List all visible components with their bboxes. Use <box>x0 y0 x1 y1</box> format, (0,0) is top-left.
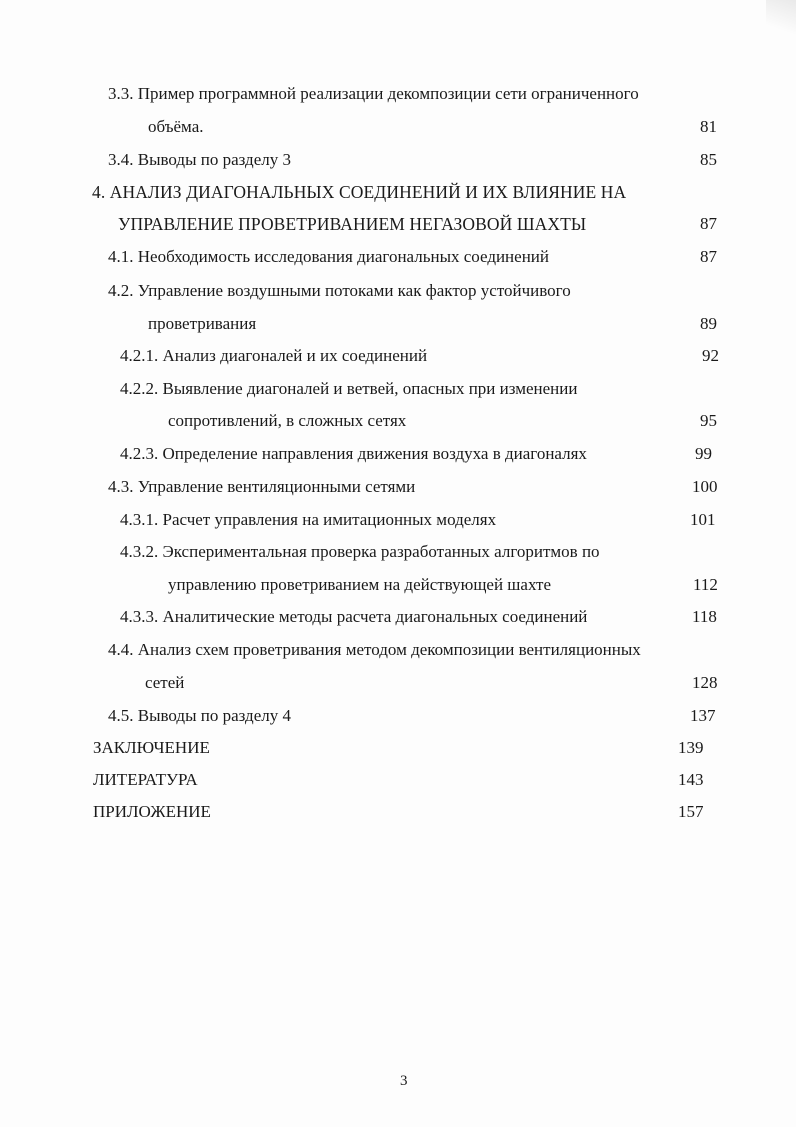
toc-entry-3-4: 3.4. Выводы по разделу 3 <box>108 150 291 169</box>
toc-entry-4-2-1: 4.2.1. Анализ диагоналей и их соединений <box>120 346 428 365</box>
toc-page-3-3: 81 <box>700 117 717 136</box>
toc-entry-4-1: 4.1. Необходимость исследования диагональных соединений <box>108 247 549 266</box>
toc-entry-references: ЛИТЕРАТУРА <box>93 770 198 789</box>
toc-page-4-1: 87 <box>700 247 717 266</box>
page-number: 3 <box>400 1073 408 1089</box>
toc-page-references: 143 <box>678 770 704 789</box>
toc-entry-conclusion: ЗАКЛЮЧЕНИЕ <box>93 738 210 757</box>
toc-entry-4-3-1: 4.3.1. Расчет управления на имитационных моделях <box>120 510 497 529</box>
toc-entry-4-3-3: 4.3.3. Аналитические методы расчета диагональных соединений <box>120 607 588 626</box>
toc-entry-appendix: ПРИЛОЖЕНИЕ <box>93 802 211 821</box>
toc-page-4-3-3: 118 <box>692 607 717 626</box>
toc-page-appendix: 157 <box>678 802 704 821</box>
toc-entry-4-2-2-line1: 4.2.2. Выявление диагоналей и ветвей, опасных при изменении <box>120 379 578 398</box>
toc-page-4-5: 137 <box>690 706 716 725</box>
toc-entry-4-2-3: 4.2.3. Определение направления движения воздуха в диагоналях <box>120 444 587 463</box>
toc-entry-4-3-2-line2: управлению проветриванием на действующей шахте <box>168 575 551 594</box>
toc-page-conclusion: 139 <box>678 738 704 757</box>
toc-entry-4-2-line1: 4.2. Управление воздушными потоками как фактор устойчивого <box>108 281 571 300</box>
toc-page-4-3-1: 101 <box>690 510 716 529</box>
toc-page-3-4: 85 <box>700 150 717 169</box>
toc-entry-4-4-line2: сетей <box>145 673 185 692</box>
toc-entry-chapter-4-line1: 4. АНАЛИЗ ДИАГОНАЛЬНЫХ СОЕДИНЕНИЙ И ИХ ВЛИЯНИЕ НА <box>92 182 627 202</box>
toc-entry-4-2-line2: проветривания <box>148 314 257 333</box>
toc-page-4-4: 128 <box>692 673 718 692</box>
page-corner-shadow <box>766 0 796 40</box>
toc-page-4-2-3: 99 <box>695 444 712 463</box>
toc-page-4-2: 89 <box>700 314 717 333</box>
toc-entry-4-3-2-line1: 4.3.2. Экспериментальная проверка разработанных алгоритмов по <box>120 542 600 561</box>
toc-entry-4-5: 4.5. Выводы по разделу 4 <box>108 706 291 725</box>
toc-page-4-2-1: 92 <box>702 346 719 365</box>
toc-entry-3-3-line1: 3.3. Пример программной реализации декомпозиции сети ограниченного <box>108 84 639 103</box>
toc-entry-3-3-line2: объёма. <box>148 117 204 136</box>
toc-page-4-3: 100 <box>692 477 718 496</box>
toc-page-4-3-2: 112 <box>693 575 718 594</box>
toc-entry-4-4-line1: 4.4. Анализ схем проветривания методом декомпозиции вентиляционных <box>108 640 641 659</box>
toc-entry-4-2-2-line2: сопротивлений, в сложных сетях <box>168 411 407 430</box>
toc-page-4-2-2: 95 <box>700 411 717 430</box>
toc-entry-chapter-4-line2: УПРАВЛЕНИЕ ПРОВЕТРИВАНИЕМ НЕГАЗОВОЙ ШАХТЫ <box>118 214 587 234</box>
toc-page-chapter-4: 87 <box>700 214 717 233</box>
toc-entry-4-3: 4.3. Управление вентиляционными сетями <box>108 477 416 496</box>
